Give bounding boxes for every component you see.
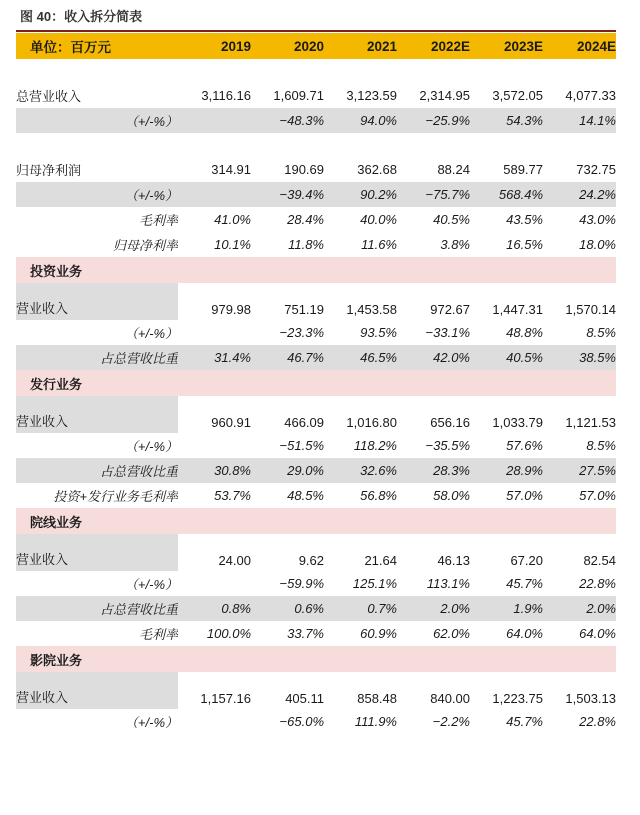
row-label: 营业收入 [16,396,178,433]
distribution-share-row [16,458,616,483]
cell: 45.7% [506,576,543,591]
cell: 32.6% [324,458,397,483]
distribution-revenue-row [16,396,616,433]
cell: 64.0% [579,626,616,641]
cell: 113.1% [426,576,470,591]
investment-revenue-row [16,283,616,320]
cell: 1,609.71 [273,88,324,103]
cell: 111.9% [354,714,397,729]
header-row [16,33,616,59]
section-title: 院线业务 [16,508,616,534]
cell: −2.2% [432,714,470,729]
cell: 1,453.58 [346,302,397,317]
cell: 840.00 [430,691,470,706]
cell: 972.67 [430,302,470,317]
row-label: 毛利率 [138,213,178,228]
cinema-revenue-row [16,672,616,709]
year-header: 2022E [397,33,470,59]
cell: 56.8% [360,488,397,503]
row-label: 毛利率 [138,627,178,642]
cinema-line-revenue-row [16,534,616,571]
cell: 40.0% [360,212,397,227]
row-label: （+/-%） [16,182,178,207]
cell: 82.54 [583,553,616,568]
cell: 57.6% [506,438,543,453]
cell: 90.2% [324,182,397,207]
cell: 4,077.33 [565,88,616,103]
figure-title: 图 40：收入拆分简表 [20,9,143,24]
cell: 46.13 [437,553,470,568]
cell: 656.16 [430,415,470,430]
row-label: 占总营收比重 [16,596,178,621]
total-revenue-row [16,83,616,108]
cell: 24.00 [218,553,251,568]
row-label: （+/-%） [16,108,178,133]
cell: −51.5% [279,438,324,453]
cell: 0.6% [251,596,324,621]
cell: 57.0% [579,488,616,503]
cell: 28.4% [287,212,324,227]
cell: 979.98 [211,302,251,317]
section-title: 影院业务 [16,646,616,672]
cell: 960.91 [211,415,251,430]
cell: 3,116.16 [201,88,251,103]
cell: 53.7% [214,488,251,503]
cell: 1,121.53 [565,415,616,430]
cell: 1.9% [470,596,543,621]
cell: 10.1% [214,237,251,252]
cell [178,182,251,207]
cell: −39.4% [251,182,324,207]
cell: 60.9% [360,626,397,641]
row-label: 营业收入 [16,283,178,320]
total-revenue-growth-row [16,108,616,133]
section-header-distribution [16,370,616,396]
cell: 57.0% [506,488,543,503]
cell: 33.7% [287,626,324,641]
cell: 9.62 [298,553,324,568]
cell: 67.20 [510,553,543,568]
cell: 1,503.13 [565,691,616,706]
cell: 314.91 [211,162,251,177]
cell: −48.3% [251,108,324,133]
cell: 40.5% [433,212,470,227]
section-title: 发行业务 [16,370,616,396]
cell: 94.0% [324,108,397,133]
cell: 190.69 [284,162,324,177]
cell: 45.7% [506,714,543,729]
revenue-breakdown-table [16,33,616,734]
cell: 22.8% [579,714,616,729]
cell: 1,223.75 [492,691,543,706]
cell: −35.5% [425,438,470,453]
cell: 29.0% [251,458,324,483]
unit-label: 单位：百万元 [16,33,178,59]
row-label: （+/-%） [124,439,178,454]
cell: −75.7% [397,182,470,207]
cell: 0.7% [324,596,397,621]
year-header: 2023E [470,33,543,59]
row-label: （+/-%） [124,577,178,592]
cell [178,709,251,734]
cell: 30.8% [178,458,251,483]
cell: 0.8% [178,596,251,621]
cinema-line-share-row [16,596,616,621]
cinema-line-margin-row [16,621,616,646]
row-label: 营业收入 [16,672,178,709]
cell: 93.5% [360,325,397,340]
cell: 568.4% [470,182,543,207]
cell: 405.11 [285,691,324,706]
cell: 732.75 [576,162,616,177]
cell: 14.1% [543,108,616,133]
cell: 858.48 [357,691,397,706]
combined-margin-row [16,483,616,508]
cell: −23.3% [279,325,324,340]
cell: 466.09 [284,415,324,430]
cell: 11.8% [288,237,324,252]
cell: 54.3% [470,108,543,133]
cell: 118.2% [353,438,397,453]
cell [178,320,251,345]
investment-share-row [16,345,616,370]
net-profit-row [16,157,616,182]
cell: 1,033.79 [492,415,543,430]
cell: 22.8% [579,576,616,591]
cell: 3,123.59 [346,88,397,103]
cinema-growth-row [16,709,616,734]
net-margin-row [16,232,616,257]
cell: 2.0% [397,596,470,621]
cell: 3,572.05 [492,88,543,103]
cell: 362.68 [357,162,397,177]
cell: 64.0% [506,626,543,641]
cell: 42.0% [397,345,470,370]
year-header: 2021 [324,33,397,59]
cell: 751.19 [284,302,324,317]
year-header: 2020 [251,33,324,59]
distribution-growth-row [16,433,616,458]
cell: 8.5% [586,325,616,340]
cinema-line-growth-row [16,571,616,596]
cell: 41.0% [214,212,251,227]
cell: 43.5% [506,212,543,227]
net-profit-growth-row [16,182,616,207]
cell [178,571,251,596]
cell: 43.0% [579,212,616,227]
cell: 46.7% [251,345,324,370]
cell: −59.9% [279,576,324,591]
cell: 58.0% [433,488,470,503]
cell: 62.0% [433,626,470,641]
cell: 21.64 [364,553,397,568]
cell: 1,447.31 [492,302,543,317]
cell: 38.5% [543,345,616,370]
row-label: 投资+发行业务毛利率 [53,489,178,504]
section-header-cinema [16,646,616,672]
cell: 27.5% [543,458,616,483]
cell: 125.1% [352,576,397,591]
cell: 48.5% [287,488,324,503]
cell: 100.0% [206,626,251,641]
row-label: 占总营收比重 [16,345,178,370]
row-label: （+/-%） [124,715,178,730]
cell: 18.0% [579,237,616,252]
title-rule [16,30,616,32]
cell: 24.2% [543,182,616,207]
gross-margin-row [16,207,616,232]
cell: −33.1% [425,325,470,340]
row-label: 归母净利润 [16,163,82,178]
row-label: 营业收入 [16,534,178,571]
section-title: 投资业务 [16,257,616,283]
year-header: 2019 [178,33,251,59]
cell: 589.77 [503,162,543,177]
cell: 16.5% [506,237,543,252]
cell: 2.0% [543,596,616,621]
cell: 11.6% [361,237,397,252]
section-header-investment [16,257,616,283]
section-header-cinema-line [16,508,616,534]
year-header: 2024E [543,33,616,59]
investment-growth-row [16,320,616,345]
row-label: 总营业收入 [16,89,82,104]
cell [178,108,251,133]
row-label: 占总营收比重 [16,458,178,483]
cell: −65.0% [279,714,324,729]
cell: 28.9% [470,458,543,483]
cell: 1,016.80 [346,415,397,430]
cell: 46.5% [324,345,397,370]
cell: 3.8% [440,237,470,252]
cell: 88.24 [437,162,470,177]
cell [178,433,251,458]
cell: 28.3% [397,458,470,483]
cell: 48.8% [506,325,543,340]
row-label: 归母净利率 [112,238,178,253]
cell: 1,157.16 [200,691,251,706]
cell: 8.5% [586,438,616,453]
cell: −25.9% [397,108,470,133]
cell: 1,570.14 [565,302,616,317]
cell: 31.4% [178,345,251,370]
cell: 2,314.95 [419,88,470,103]
row-label: （+/-%） [124,326,178,341]
cell: 40.5% [470,345,543,370]
